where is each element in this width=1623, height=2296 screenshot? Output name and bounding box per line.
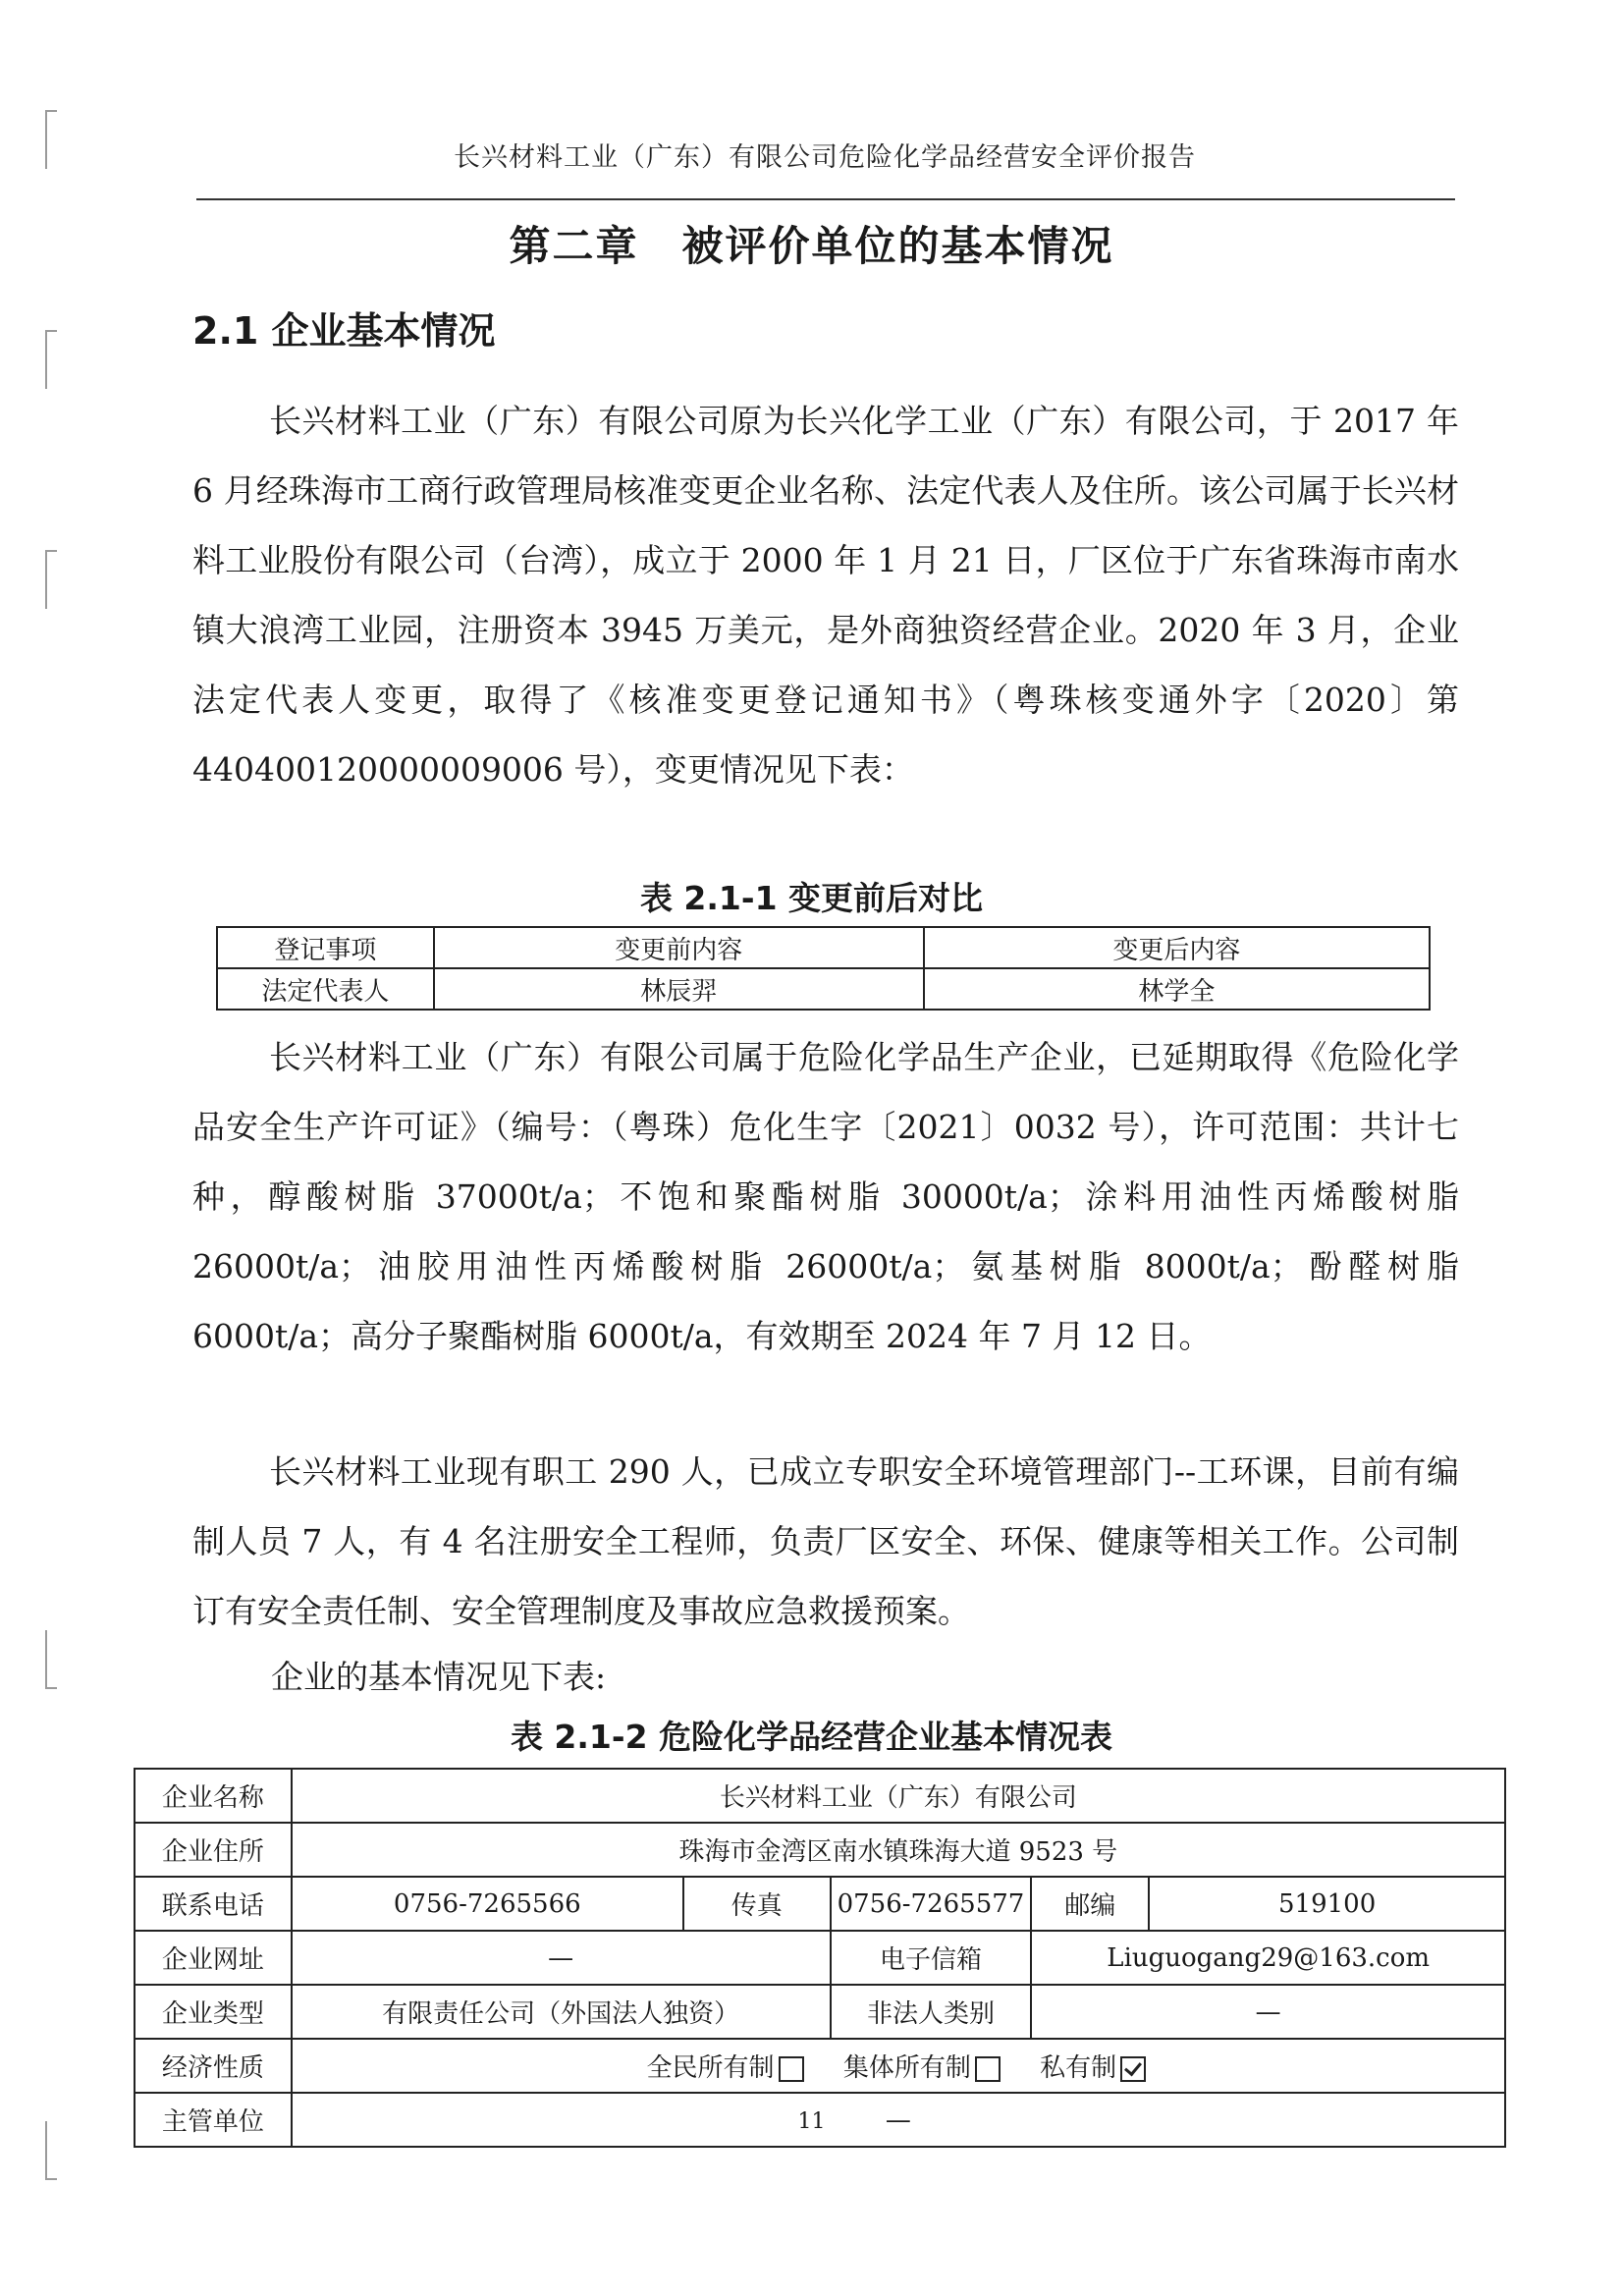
table-cell: 林辰羿 [434,968,924,1010]
table-row [135,1985,1505,2039]
paragraph-2: 长兴材料工业（广东）有限公司属于危险化学品生产企业，已延期取得《危险化学品安全生产许可证》（编号：（粤珠）危化生字〔2021〕0032 号），许可范围：共计七种，醇酸树脂 37000t/a；不饱和聚酯树脂 30000t/a；涂料用油性丙烯酸树脂 26000t/a；油胶用油性丙烯酸树脂 26000t/a；氨基树脂 8000t/a；酚醛树脂 6000t/a；高分子聚酯树脂 6000t/a，有效期至 2024 年 7 月 12 日。 [192,1038,1459,1355]
authority-label: 主管单位 [135,2093,292,2147]
scan-edge-mark [45,550,57,609]
email-label: 电子信箱 [831,1931,1032,1985]
economic-nature-options [292,2039,1505,2093]
change-comparison-table [216,926,1431,1011]
table-cell: 法定代表人 [217,968,434,1010]
checked-checkbox-icon [1120,2056,1146,2082]
zip-value: 519100 [1149,1877,1505,1931]
scan-edge-mark [45,110,57,169]
table-header-cell: 变更前内容 [434,927,924,968]
table-row [135,1877,1505,1931]
table-header-cell: 变更后内容 [924,927,1430,968]
page-number: 11 [797,2109,826,2134]
option-label: 全民所有制 [646,2053,775,2083]
enterprise-info-table [134,1768,1506,2148]
table-header-cell: 登记事项 [217,927,434,968]
option-private [1040,2053,1150,2083]
page-header: 长兴材料工业（广东）有限公司危险化学品经营安全评价报告 [454,142,1196,173]
enterprise-address-value: 珠海市金湾区南水镇珠海大道 9523 号 [292,1823,1505,1877]
phone-label: 联系电话 [135,1877,292,1931]
website-value: — [292,1931,831,1985]
non-legal-category-label: 非法人类别 [831,1985,1032,2039]
email-value: Liuguogang29@163.com [1031,1931,1505,1985]
enterprise-address-label: 企业住所 [135,1823,292,1877]
header-rule [196,198,1455,200]
table-cell: 林学全 [924,968,1430,1010]
table-row [135,1931,1505,1985]
checkbox-icon [975,2056,1001,2082]
phone-value: 0756-7265566 [292,1877,683,1931]
fax-value: 0756-7265577 [831,1877,1032,1931]
table-header-row [217,927,1430,968]
website-label: 企业网址 [135,1931,292,1985]
enterprise-type-value: 有限责任公司（外国法人独资） [292,1985,831,2039]
non-legal-category-value: — [1031,1985,1505,2039]
paragraph-4: 企业的基本情况见下表: [271,1658,607,1696]
fax-label: 传真 [683,1877,831,1931]
checkbox-icon [779,2056,804,2082]
scan-edge-mark [45,1630,57,1689]
table1-caption: 表 2.1-1 变更前后对比 [639,879,984,917]
table-row [135,1769,1505,1823]
table-row [135,2039,1505,2093]
option-state-owned [647,2053,808,2083]
scan-edge-mark [45,330,57,389]
table2-caption: 表 2.1-2 危险化学品经营企业基本情况表 [510,1718,1113,1756]
enterprise-name-value: 长兴材料工业（广东）有限公司 [292,1769,1505,1823]
chapter-title: 第二章 被评价单位的基本情况 [509,222,1114,270]
option-label: 私有制 [1040,2053,1117,2083]
authority-value: — [292,2093,1505,2147]
paragraph-1: 长兴材料工业（广东）有限公司原为长兴化学工业（广东）有限公司，于 2017 年 6 月经珠海市工商行政管理局核准变更企业名称、法定代表人及住所。该公司属于长兴材料工业股份有限公司（台湾），成立于 2000 年 1 月 21 日，厂区位于广东省珠海市南水镇大浪湾工业园，注册资本 3945 万美元，是外商独资经营企业。2020 年 3 月，企业法定代表人变更，取得了《核准变更登记通知书》（粤珠核变通外字〔2020〕第 440400120000009006 号），变更情况见下表： [192,402,1459,789]
enterprise-name-label: 企业名称 [135,1769,292,1823]
table-row [135,1823,1505,1877]
option-collective [843,2053,1004,2083]
enterprise-type-label: 企业类型 [135,1985,292,2039]
section-title: 2.1 企业基本情况 [192,309,496,353]
option-label: 集体所有制 [842,2053,971,2083]
zip-label: 邮编 [1031,1877,1149,1931]
paragraph-3: 长兴材料工业现有职工 290 人，已成立专职安全环境管理部门--工环课，目前有编制人员 7 人，有 4 名注册安全工程师，负责厂区安全、环保、健康等相关工作。公司制订有安全责任制、安全管理制度及事故应急救援预案。 [192,1452,1459,1630]
economic-nature-label: 经济性质 [135,2039,292,2093]
table-row [217,968,1430,1010]
